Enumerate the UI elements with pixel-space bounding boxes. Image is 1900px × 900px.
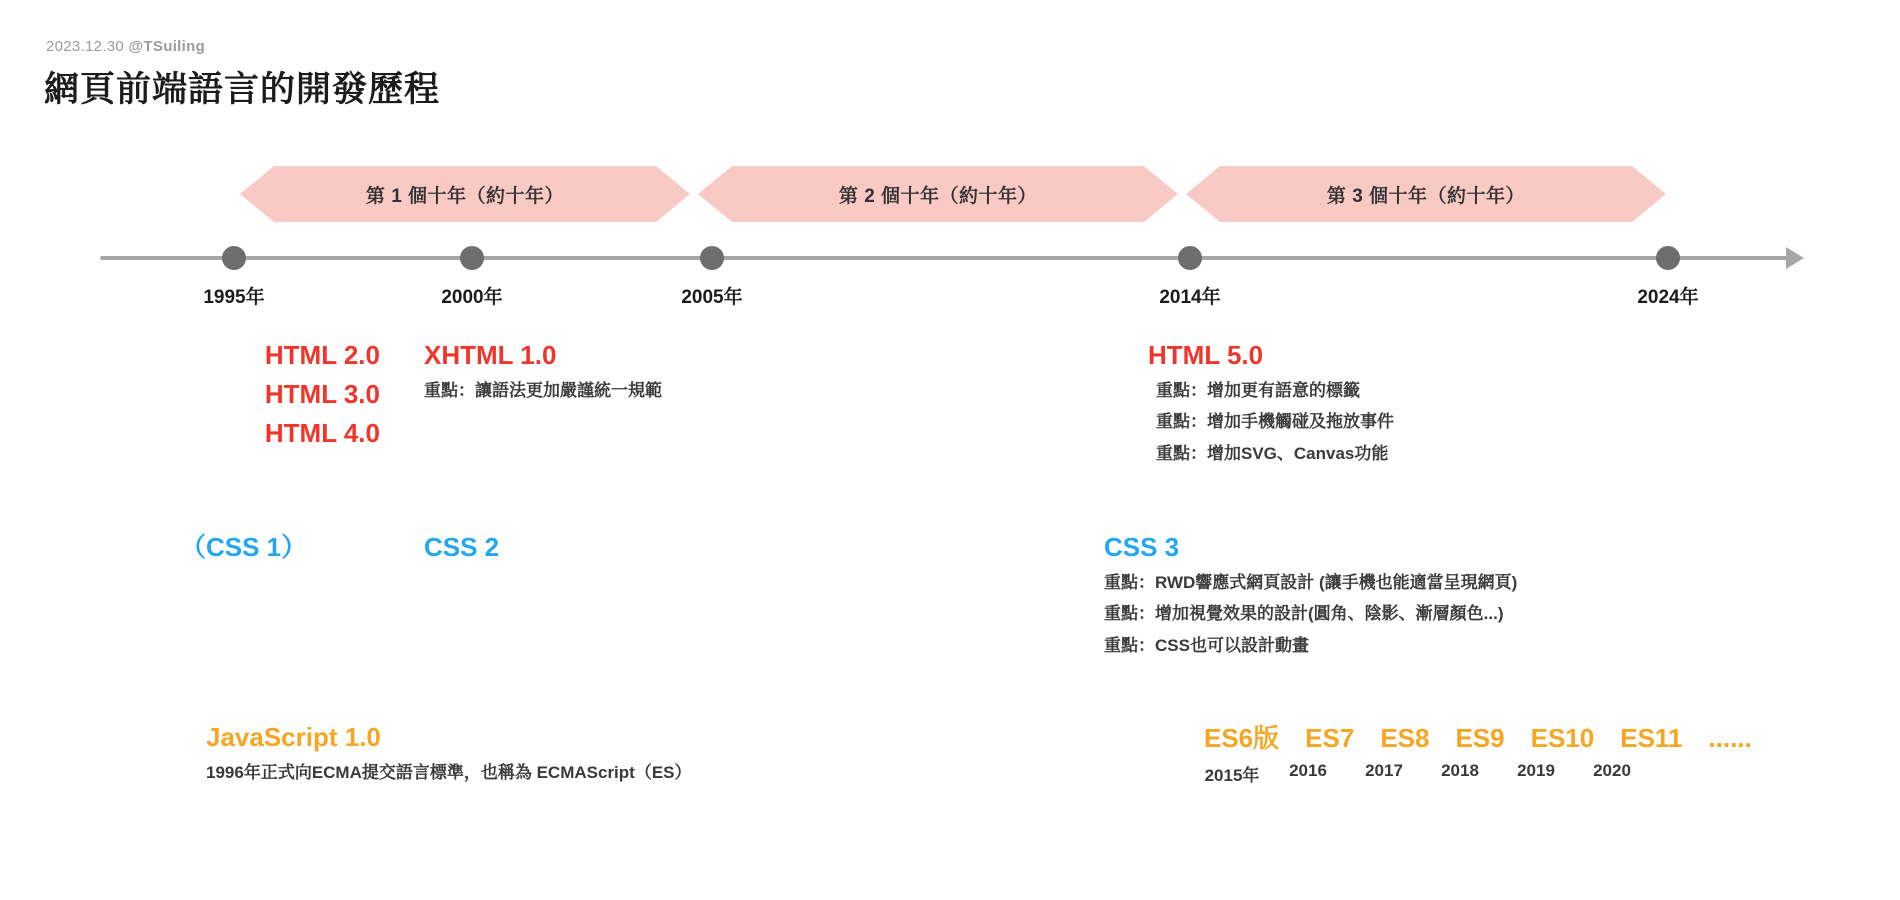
timeline-tick-label-2014: 2014年 xyxy=(1159,287,1221,308)
html-entry-2000 xyxy=(424,336,662,406)
html-version-4: HTML 4.0 xyxy=(264,418,380,448)
es-item-es7: ES7 xyxy=(1305,723,1355,753)
es-year-2016: 2016 xyxy=(1289,761,1327,780)
html-version-3: HTML 3.0 xyxy=(264,379,380,409)
decade-2-label: 第 2 個十年（約十年） xyxy=(838,185,1038,207)
css3-version: CSS 3 xyxy=(1104,532,1180,562)
timeline-tick-label-2000: 2000年 xyxy=(441,287,503,308)
timeline-axis xyxy=(0,236,1900,308)
es-year-2019: 2019 xyxy=(1517,761,1555,780)
es-item-es6: ES6版 xyxy=(1204,723,1280,753)
es-item-ellipsis: ...... xyxy=(1708,723,1752,753)
html5-note-3: 重點：增加SVG、Canvas功能 xyxy=(1156,443,1389,463)
css-entry-2000 xyxy=(424,528,499,567)
js-entry-1996 xyxy=(206,718,692,788)
css-entry-2014 xyxy=(1104,528,1517,661)
es-item-es8: ES8 xyxy=(1380,723,1430,753)
es-version-row xyxy=(1204,718,1752,755)
decade-1 xyxy=(240,166,690,222)
css3-note-1: 重點：RWD響應式網頁設計 (讓手機也能適當呈現網頁) xyxy=(1104,573,1518,592)
axis-line xyxy=(100,256,1790,260)
decade-2 xyxy=(698,166,1178,222)
timeline-tick-label-2005: 2005年 xyxy=(681,287,743,308)
css2-version: CSS 2 xyxy=(424,532,500,562)
javascript-note-1: 1996年正式向ECMA提交語言標準，也稱為 ECMAScript（ES） xyxy=(206,763,692,782)
es-item-es10: ES10 xyxy=(1530,723,1595,753)
timeline-tick-1995 xyxy=(222,246,246,270)
css-entry-1995 xyxy=(180,528,307,567)
html-entry-1995 xyxy=(80,336,380,453)
page-title: 網頁前端語言的開發歷程 xyxy=(44,70,441,109)
xhtml-note-1: 重點：讓語法更加嚴謹統一規範 xyxy=(424,381,662,400)
es-year-2020: 2020 xyxy=(1593,761,1631,780)
decade-3 xyxy=(1186,166,1666,222)
meta-date: 2023.12.30 xyxy=(46,38,125,55)
es-item-es11: ES11 xyxy=(1620,723,1683,753)
xhtml-version: XHTML 1.0 xyxy=(424,340,557,370)
meta-line xyxy=(46,38,205,55)
timeline-tick-2000 xyxy=(460,246,484,270)
timeline-tick-2024 xyxy=(1656,246,1680,270)
es-item-es9: ES9 xyxy=(1455,723,1505,753)
timeline-tick-2005 xyxy=(700,246,724,270)
html-version-2: HTML 2.0 xyxy=(264,340,380,370)
es-year-2018: 2018 xyxy=(1441,761,1479,780)
css3-note-3: 重點：CSS也可以設計動畫 xyxy=(1104,635,1309,655)
css1-version: （CSS 1） xyxy=(180,532,308,562)
timeline-tick-label-2024: 2024年 xyxy=(1637,287,1699,308)
axis-arrowhead-icon xyxy=(1786,247,1804,269)
es-year-2017: 2017 xyxy=(1365,761,1403,780)
timeline-tick-2014 xyxy=(1178,246,1202,270)
html5-note-1: 重點：增加更有語意的標籤 xyxy=(1156,381,1360,400)
es-year-2015: 2015年 xyxy=(1204,766,1260,785)
meta-handle: @TSuiling xyxy=(128,38,206,55)
es-year-row xyxy=(1204,761,1752,786)
html5-note-2: 重點：增加手機觸碰及拖放事件 xyxy=(1156,412,1394,432)
html5-version: HTML 5.0 xyxy=(1148,340,1264,370)
css3-note-2: 重點：增加視覺效果的設計(圓角、陰影、漸層顏色...) xyxy=(1104,604,1504,624)
timeline-tick-label-1995: 1995年 xyxy=(203,287,265,308)
decade-1-label: 第 1 個十年（約十年） xyxy=(365,185,565,207)
javascript-version: JavaScript 1.0 xyxy=(206,722,381,752)
es-versions-block xyxy=(1204,718,1752,786)
decade-3-label: 第 3 個十年（約十年） xyxy=(1326,185,1526,207)
html-entry-2014 xyxy=(1148,336,1394,469)
